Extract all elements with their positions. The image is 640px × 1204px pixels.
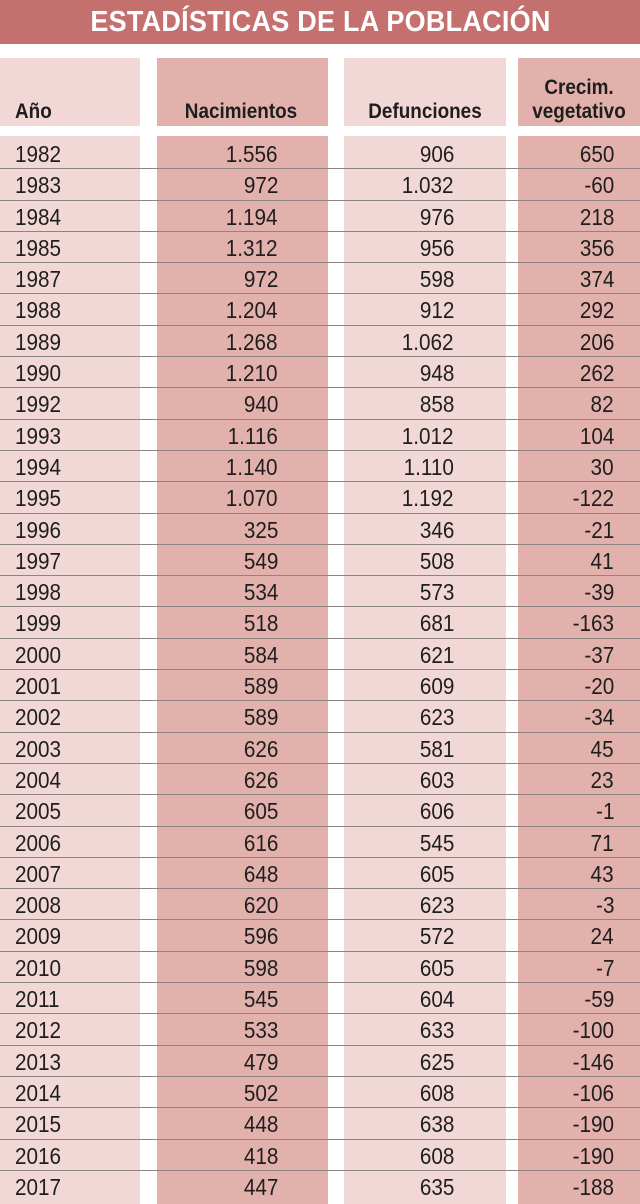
table-row xyxy=(0,952,640,983)
cell-births: 972 xyxy=(243,172,278,199)
cell-deaths: 976 xyxy=(419,203,454,230)
cell-growth: -146 xyxy=(572,1048,614,1075)
cell-growth: 104 xyxy=(579,422,614,449)
cell-year: 1984 xyxy=(15,203,62,230)
cell-births: 648 xyxy=(243,860,278,887)
cell-growth: 30 xyxy=(590,453,614,480)
cell-births: 596 xyxy=(243,923,278,950)
header-births: Nacimientos xyxy=(184,100,298,123)
cell-year: 2010 xyxy=(15,954,62,981)
cell-births: 1.268 xyxy=(226,328,278,355)
cell-growth: -7 xyxy=(595,954,614,981)
cell-year: 2008 xyxy=(15,892,62,919)
cell-births: 1.116 xyxy=(227,422,278,449)
table-row xyxy=(0,858,640,889)
table-row xyxy=(0,670,640,701)
cell-deaths: 573 xyxy=(419,579,454,606)
header-deaths: Defunciones xyxy=(368,100,482,123)
cell-births: 1.210 xyxy=(226,360,278,387)
cell-births: 1.070 xyxy=(226,485,278,512)
table-row xyxy=(0,983,640,1014)
cell-year: 1989 xyxy=(15,328,62,355)
table-row xyxy=(0,795,640,826)
cell-year: 1996 xyxy=(15,516,62,543)
cell-year: 2005 xyxy=(15,798,62,825)
cell-growth: 374 xyxy=(579,266,614,293)
cell-growth: 23 xyxy=(590,766,614,793)
cell-deaths: 581 xyxy=(419,735,454,762)
cell-year: 2011 xyxy=(15,986,60,1013)
table-row xyxy=(0,482,640,513)
cell-deaths: 906 xyxy=(419,141,454,167)
cell-deaths: 912 xyxy=(419,297,454,324)
cell-births: 447 xyxy=(243,1173,278,1200)
cell-births: 1.556 xyxy=(226,141,278,167)
cell-growth: -100 xyxy=(572,1017,614,1044)
cell-year: 2001 xyxy=(15,673,62,700)
cell-year: 1999 xyxy=(15,610,62,637)
cell-growth: -39 xyxy=(584,579,614,606)
cell-deaths: 621 xyxy=(419,641,454,668)
cell-deaths: 609 xyxy=(419,673,454,700)
table-row xyxy=(0,920,640,951)
cell-births: 620 xyxy=(243,892,278,919)
cell-growth: 206 xyxy=(579,328,614,355)
cell-deaths: 1.192 xyxy=(402,485,454,512)
cell-births: 589 xyxy=(243,673,278,700)
cell-deaths: 572 xyxy=(419,923,454,950)
table-row xyxy=(0,576,640,607)
cell-year: 1995 xyxy=(15,485,62,512)
cell-deaths: 508 xyxy=(419,547,454,574)
cell-growth: -3 xyxy=(595,892,614,919)
cell-deaths: 605 xyxy=(419,954,454,981)
cell-year: 2006 xyxy=(15,829,62,856)
cell-year: 1982 xyxy=(15,141,62,167)
table-row xyxy=(0,701,640,732)
table-row xyxy=(0,827,640,858)
table-row xyxy=(0,1046,640,1077)
cell-growth: 262 xyxy=(579,360,614,387)
table-row xyxy=(0,420,640,451)
cell-growth: 45 xyxy=(590,735,614,762)
table-row xyxy=(0,1108,640,1139)
cell-deaths: 1.110 xyxy=(403,453,454,480)
table-row xyxy=(0,232,640,263)
cell-deaths: 681 xyxy=(419,610,454,637)
cell-year: 2016 xyxy=(15,1142,62,1169)
cell-births: 448 xyxy=(243,1111,278,1138)
cell-year: 2003 xyxy=(15,735,62,762)
cell-births: 418 xyxy=(243,1142,278,1169)
table-row xyxy=(0,138,640,169)
cell-year: 2015 xyxy=(15,1111,62,1138)
table-title-text: ESTADÍSTICAS DE LA POBLACIÓN xyxy=(89,5,551,38)
cell-births: 605 xyxy=(243,798,278,825)
cell-growth: -188 xyxy=(572,1173,614,1200)
cell-births: 325 xyxy=(243,516,278,543)
cell-births: 1.204 xyxy=(226,297,278,324)
cell-births: 533 xyxy=(243,1017,278,1044)
cell-births: 1.194 xyxy=(226,203,278,230)
cell-growth: -163 xyxy=(572,610,614,637)
cell-year: 1993 xyxy=(15,422,62,449)
table-row xyxy=(0,451,640,482)
table-title xyxy=(0,0,640,44)
cell-deaths: 638 xyxy=(419,1111,454,1138)
cell-births: 545 xyxy=(243,986,278,1013)
cell-deaths: 346 xyxy=(419,516,454,543)
table-row xyxy=(0,1171,640,1202)
cell-year: 2002 xyxy=(15,704,62,731)
cell-births: 479 xyxy=(243,1048,278,1075)
cell-year: 2017 xyxy=(15,1173,62,1200)
cell-deaths: 858 xyxy=(419,391,454,418)
cell-births: 549 xyxy=(243,547,278,574)
cell-deaths: 604 xyxy=(419,986,454,1013)
cell-year: 1997 xyxy=(15,547,62,574)
cell-growth: -190 xyxy=(572,1111,614,1138)
cell-deaths: 1.062 xyxy=(402,328,454,355)
cell-births: 518 xyxy=(243,610,278,637)
cell-year: 1998 xyxy=(15,579,62,606)
cell-growth: -60 xyxy=(584,172,614,199)
cell-growth: -122 xyxy=(572,485,614,512)
table-row xyxy=(0,545,640,576)
table-row xyxy=(0,1140,640,1171)
cell-growth: 292 xyxy=(579,297,614,324)
cell-year: 1985 xyxy=(15,234,62,261)
table-row xyxy=(0,764,640,795)
table-row xyxy=(0,607,640,638)
cell-births: 940 xyxy=(243,391,278,418)
table-row xyxy=(0,1014,640,1045)
cell-deaths: 635 xyxy=(419,1173,454,1200)
cell-births: 626 xyxy=(243,735,278,762)
cell-year: 1983 xyxy=(15,172,62,199)
cell-deaths: 633 xyxy=(419,1017,454,1044)
table-row xyxy=(0,514,640,545)
header-year: Año xyxy=(15,100,52,123)
cell-growth: 356 xyxy=(579,234,614,261)
cell-deaths: 598 xyxy=(419,266,454,293)
cell-growth: 650 xyxy=(579,141,614,167)
cell-deaths: 608 xyxy=(419,1142,454,1169)
cell-year: 2013 xyxy=(15,1048,62,1075)
cell-growth: -1 xyxy=(595,798,614,825)
cell-deaths: 608 xyxy=(419,1079,454,1106)
cell-deaths: 623 xyxy=(419,892,454,919)
cell-growth: 82 xyxy=(590,391,614,418)
table-row xyxy=(0,388,640,419)
cell-growth: 218 xyxy=(579,203,614,230)
cell-births: 1.312 xyxy=(226,234,278,261)
cell-year: 1988 xyxy=(15,297,62,324)
table-row xyxy=(0,263,640,294)
header-vegetative-growth: Crecim. vegetativo xyxy=(532,76,626,123)
table-row xyxy=(0,357,640,388)
table-row xyxy=(0,326,640,357)
cell-births: 1.140 xyxy=(226,453,278,480)
cell-year: 2000 xyxy=(15,641,62,668)
cell-births: 534 xyxy=(243,579,278,606)
cell-deaths: 623 xyxy=(419,704,454,731)
cell-growth: -59 xyxy=(584,986,614,1013)
cell-year: 2012 xyxy=(15,1017,62,1044)
cell-growth: -20 xyxy=(584,673,614,700)
cell-year: 2014 xyxy=(15,1079,62,1106)
cell-growth: -21 xyxy=(584,516,614,543)
cell-year: 2007 xyxy=(15,860,62,887)
cell-year: 1992 xyxy=(15,391,62,418)
cell-deaths: 1.032 xyxy=(402,172,454,199)
table-body xyxy=(0,138,640,1202)
cell-year: 2009 xyxy=(15,923,62,950)
header-separator xyxy=(0,126,640,136)
cell-deaths: 956 xyxy=(419,234,454,261)
cell-births: 589 xyxy=(243,704,278,731)
cell-births: 626 xyxy=(243,766,278,793)
cell-deaths: 605 xyxy=(419,860,454,887)
cell-deaths: 1.012 xyxy=(402,422,454,449)
cell-deaths: 948 xyxy=(419,360,454,387)
table-row xyxy=(0,294,640,325)
cell-year: 1990 xyxy=(15,360,62,387)
cell-year: 2004 xyxy=(15,766,62,793)
cell-growth: 41 xyxy=(590,547,614,574)
table-row xyxy=(0,889,640,920)
cell-year: 1987 xyxy=(15,266,62,293)
cell-deaths: 606 xyxy=(419,798,454,825)
cell-deaths: 603 xyxy=(419,766,454,793)
cell-growth: -37 xyxy=(584,641,614,668)
cell-year: 1994 xyxy=(15,453,62,480)
cell-growth: -106 xyxy=(572,1079,614,1106)
cell-deaths: 545 xyxy=(419,829,454,856)
cell-growth: 71 xyxy=(590,829,614,856)
cell-births: 616 xyxy=(243,829,278,856)
cell-growth: 24 xyxy=(590,923,614,950)
cell-births: 584 xyxy=(243,641,278,668)
cell-deaths: 625 xyxy=(419,1048,454,1075)
cell-growth: -190 xyxy=(572,1142,614,1169)
table-row xyxy=(0,1077,640,1108)
table-row xyxy=(0,639,640,670)
cell-births: 502 xyxy=(243,1079,278,1106)
table-row xyxy=(0,201,640,232)
table-row xyxy=(0,169,640,200)
cell-births: 598 xyxy=(243,954,278,981)
cell-births: 972 xyxy=(243,266,278,293)
table-row xyxy=(0,733,640,764)
cell-growth: -34 xyxy=(584,704,614,731)
cell-growth: 43 xyxy=(590,860,614,887)
